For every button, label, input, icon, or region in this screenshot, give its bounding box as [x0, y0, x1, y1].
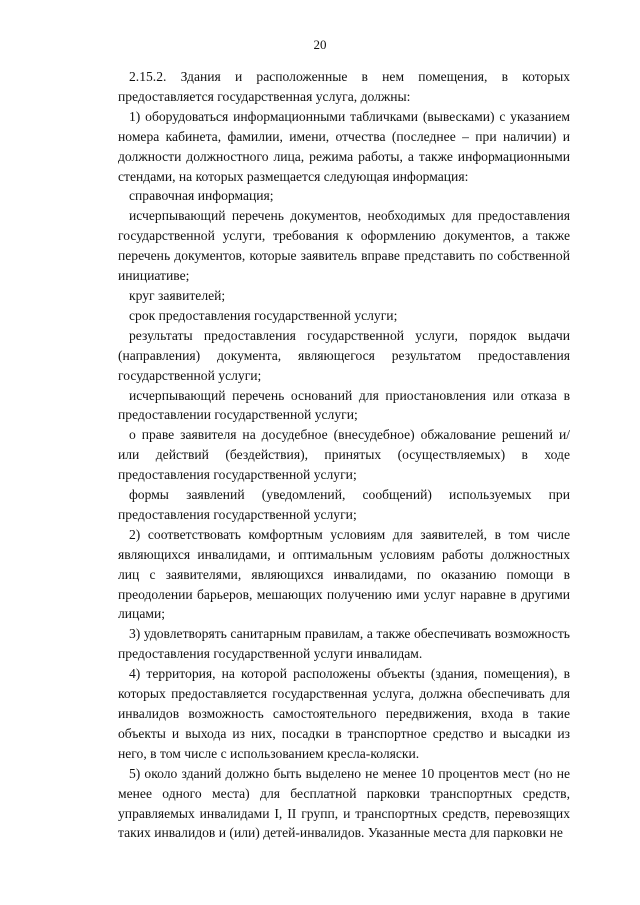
paragraph-item-5: 5) около зданий должно быть выделено не менее 10 процентов мест (но не менее одного места) для бесплатной парковки транспортных средств, управляемых инвалидами I, II групп, и транспортных средств, перевозящих таких инвалидов и (или) детей-инвалидов. Указанные места для парковки не — [118, 765, 570, 841]
paragraph-appeal-right: о праве заявителя на досудебное (внесудебное) обжалование решений и/или действий (бездействия), принятых (осуществляемых) в ходе предоставления государственной услуги; — [118, 427, 570, 483]
paragraph-2-15-2: 2.15.2. Здания и расположенные в нем помещения, в которых предоставляется государственная услуга, должны: — [118, 69, 570, 104]
paragraph-item-1: 1) оборудоваться информационными табличками (вывесками) с указанием номера кабинета, фамилии, имени, отчества (последнее – при наличии) и должности должностного лица, режима работы, а также информационными стендами, на которых размещается следующая информация: — [118, 108, 570, 184]
paragraph-suspension-grounds: исчерпывающий перечень оснований для приостановления или отказа в предоставлении государственной услуги; — [118, 387, 570, 423]
paragraph-item-3: 3) удовлетворять санитарным правилам, а также обеспечивать возможность предоставления государственной услуги инвалидам. — [118, 626, 570, 662]
paragraph-applicants: круг заявителей; — [129, 287, 226, 303]
paragraph-service-results: результаты предоставления государственной услуги, порядок выдачи (направления) документа, являющегося результатом предоставления государственной услуги; — [118, 327, 570, 383]
paragraph-service-term: срок предоставления государственной услуги; — [129, 307, 398, 323]
page-number: 20 — [313, 37, 327, 52]
paragraph-documents-list: исчерпывающий перечень документов, необходимых для предоставления государственной услуги, требования к оформлению документов, а также перечень документов, которые заявитель вправе представить по собственной инициативе; — [118, 208, 570, 284]
document-body — [118, 67, 570, 843]
paragraph-item-2: 2) соответствовать комфортным условиям для заявителей, в том числе являющихся инвалидами, и оптимальным условиям работы должностных лиц с заявителями, являющихся инвалидами, по оказанию помощи в преодолении барьеров, мешающих получению ими услуг наравне в другими лицами; — [118, 526, 570, 622]
paragraph-application-forms: формы заявлений (уведомлений, сообщений) используемых при предоставления государственной услуги; — [118, 487, 570, 522]
paragraph-item-4: 4) территория, на которой расположены объекты (здания, помещения), в которых предоставляется государственная услуга, должна обеспечивать для инвалидов возможность самостоятельного передвижения, входа в такие объекты и выхода из них, посадки в транспортное средство и высадки из него, в том числе с использованием кресла-коляски. — [118, 666, 570, 761]
paragraph-reference-info: справочная информация; — [129, 188, 274, 204]
